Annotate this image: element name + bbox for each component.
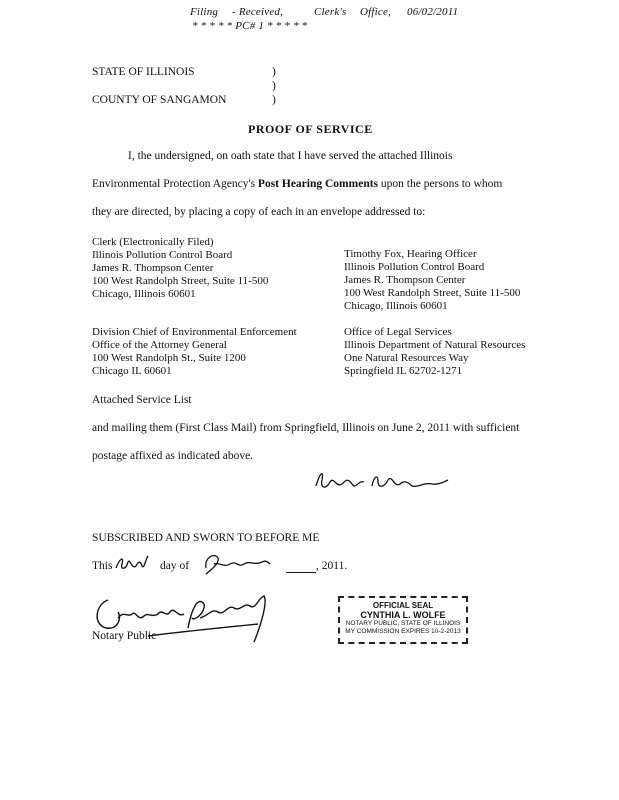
this-label: This: [92, 560, 113, 572]
filing-label: Filing: [190, 6, 219, 18]
attached-service-list: Attached Service List: [92, 394, 192, 406]
caption-bracket: ): [272, 94, 276, 106]
year-label: , 2011.: [316, 560, 348, 572]
handwritten-month: [200, 550, 272, 576]
clerks-label: Clerk's: [314, 6, 347, 18]
address-line: Illinois Pollution Control Board: [344, 261, 485, 273]
address-attorney-general: [92, 326, 297, 378]
address-line: 100 West Randolph St., Suite 1200: [92, 352, 246, 364]
seal-heading: OFFICIAL SEAL: [372, 601, 434, 610]
caption-bracket: ): [272, 66, 276, 78]
address-line: James R. Thompson Center: [344, 274, 466, 286]
filing-date: 06/02/2011: [407, 6, 459, 18]
body-line-2-post: upon the persons to whom: [378, 178, 503, 190]
notary-public-label: Notary Public: [92, 630, 157, 642]
server-signature: [312, 466, 452, 496]
seal-name: CYNTHIA L. WOLFE: [360, 610, 446, 620]
address-line: 100 West Randolph Street, Suite 11-500: [92, 275, 269, 287]
blank-line: [286, 562, 316, 573]
address-line: Illinois Department of Natural Resources: [344, 339, 526, 351]
address-natural-resources: [344, 326, 525, 378]
address-line: One Natural Resources Way: [344, 352, 469, 364]
address-hearing-officer: [344, 248, 520, 313]
address-line: Chicago, Illinois 60601: [92, 288, 196, 300]
body-line-1: I, the undersigned, on oath state that I have served the attached Illinois: [128, 150, 453, 162]
subscribed-statement: SUBSCRIBED AND SWORN TO BEFORE ME: [92, 532, 320, 544]
body-line-2-pre: Environmental Protection Agency's: [92, 178, 258, 190]
mailing-line-1: and mailing them (First Class Mail) from Springfield, Illinois on June 2, 2011 with sufficient: [92, 422, 520, 434]
address-line: James R. Thompson Center: [92, 262, 214, 274]
address-line: Springfield IL 62702-1271: [344, 365, 463, 377]
mailing-line-2: postage affixed as indicated above.: [92, 450, 254, 462]
address-line: Illinois Pollution Control Board: [92, 249, 233, 261]
body-line-3: they are directed, by placing a copy of each in an envelope addressed to:: [92, 206, 426, 218]
seal-expiration: MY COMMISSION EXPIRES 10-2-2013: [345, 628, 461, 635]
day-of-label: day of: [160, 560, 190, 572]
address-line: Timothy Fox, Hearing Officer: [344, 248, 477, 260]
address-line: Office of the Attorney General: [92, 339, 227, 351]
received-label: - Received,: [232, 6, 284, 18]
address-clerk: [92, 236, 268, 301]
office-label: Office,: [360, 6, 392, 18]
address-line: 100 West Randolph Street, Suite 11-500: [344, 287, 521, 299]
document-name: Post Hearing Comments: [257, 178, 379, 190]
address-line: Clerk (Electronically Filed): [92, 236, 214, 248]
address-line: Division Chief of Environmental Enforcement: [92, 326, 297, 338]
document-title: PROOF OF SERVICE: [248, 122, 373, 136]
address-line: Chicago, Illinois 60601: [344, 300, 448, 312]
caption-bracket: ): [272, 80, 276, 92]
state-caption: STATE OF ILLINOIS: [92, 66, 195, 78]
county-caption: COUNTY OF SANGAMON: [92, 94, 227, 106]
handwritten-day: [114, 552, 150, 574]
seal-notary-line: NOTARY PUBLIC, STATE OF ILLINOIS: [345, 620, 461, 627]
body-line-2: [92, 178, 502, 190]
notary-seal: [338, 596, 468, 644]
address-line: Chicago IL 60601: [92, 365, 172, 377]
address-line: Office of Legal Services: [344, 326, 452, 338]
pc-number: * * * * * PC# 1 * * * * *: [192, 20, 308, 32]
